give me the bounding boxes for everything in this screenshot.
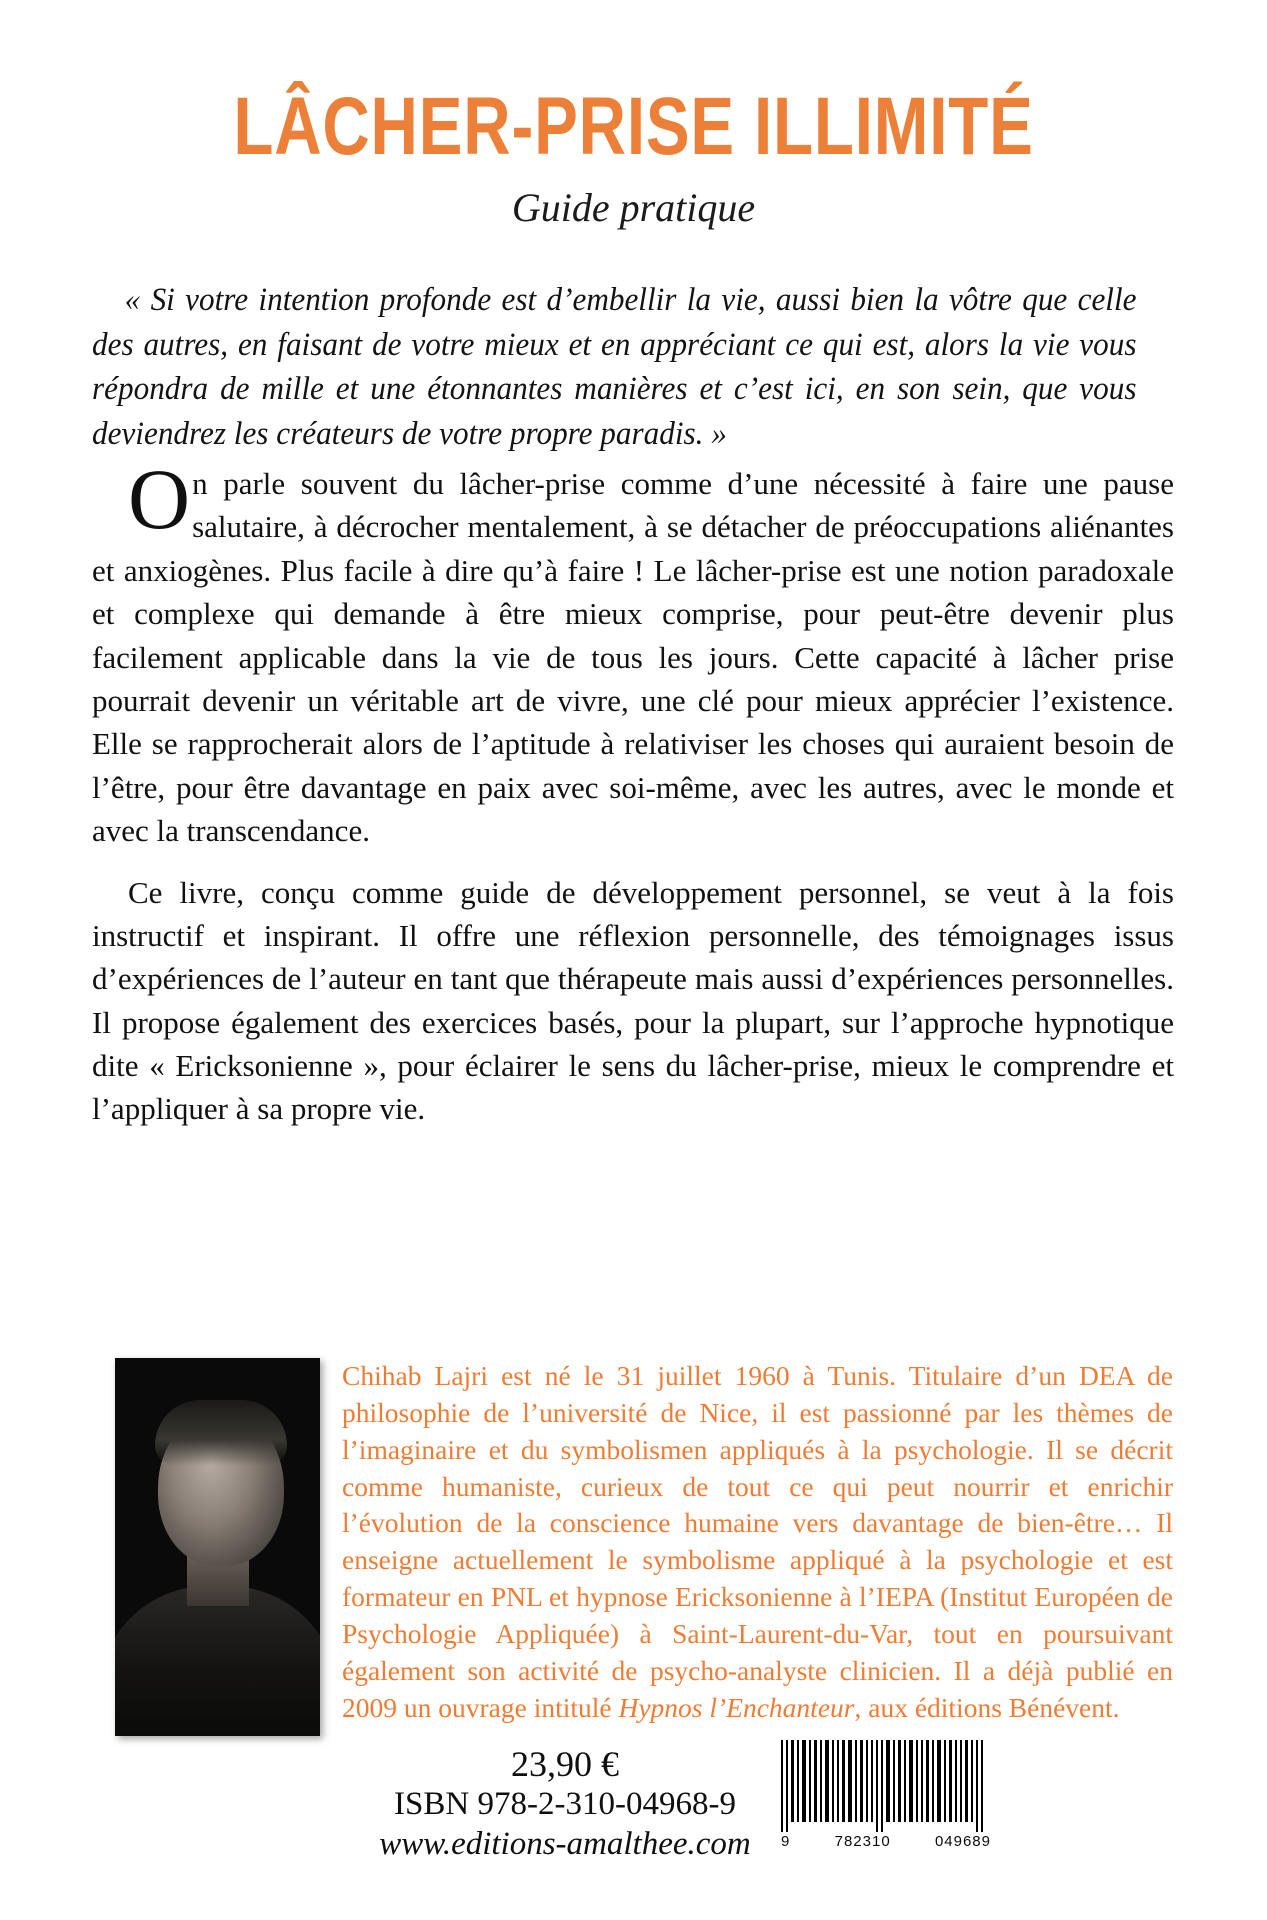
body-paragraph-1-text: n parle souvent du lâcher-prise comme d’une nécessité à faire une pause salutaire, à décrocher mentalement, à se détacher de préoccupations aliénantes et anxiogènes. Plus facile à dire qu’à faire ! Le lâcher-prise est une notion paradoxale et complexe qui demande à être mieux comprise, pour peut-être devenir plus facilement applicable dans la vie de tous les jours. Cette capacité à lâcher prise pourrait devenir un véritable art de vivre, une clé pour mieux apprécier l’existence. Elle se rapprocherait alors de l’aptitude à relativiser les choses qui auraient besoin de l’être, pour être davantage en paix avec soi-même, avec les autres, avec le monde et avec la transcendance. xyxy=(92,466,1174,849)
epigraph-quote xyxy=(92,278,1136,456)
publisher-website[interactable]: www.editions-amalthee.com xyxy=(379,1825,751,1862)
page-subtitle: Guide pratique xyxy=(511,184,756,230)
isbn-label: ISBN 978-2-310-04968-9 xyxy=(394,1786,736,1823)
author-bio-book-title: Hypnos l’Enchanteur xyxy=(618,1691,855,1723)
price-label: 23,90 € xyxy=(511,1744,619,1784)
author-section xyxy=(115,1358,1173,1736)
author-bio-part-1: Chihab Lajri est né le 31 juillet 1960 à Tunis. Titulaire d’un DEA de philosophie de l’université de Nice, il est passionné par les thèmes de l’imaginaire et du symbolismen appliqués à la psychologie. Il se décrit comme humaniste, curieux de tout ce qui peut nourrir et enrichir l’évolution de la conscience humaine vers davantage de bien-être… Il enseigne actuellement le symbolisme appliqué à la psychologie et est formateur en PNL et hypnose Ericksonienne à l’IEPA (Institut Européen de Psychologie Appliquée) à Saint-Laurent-du-Var, tout en poursuivant également son activité de psycho-analyste clinicien. Il a déjà publié en 2009 un ouvrage intitulé xyxy=(342,1360,1173,1723)
barcode-digits xyxy=(779,1833,993,1850)
title-block xyxy=(0,81,1267,231)
author-portrait-photo xyxy=(115,1358,320,1736)
page-title: LÂCHER-PRISE ILLIMITÉ xyxy=(233,81,1034,172)
portrait-shoulders xyxy=(115,1586,320,1736)
barcode-digit-group-3: 049689 xyxy=(934,1833,991,1850)
portrait-hair xyxy=(155,1400,287,1466)
footer-text-block xyxy=(370,1744,760,1865)
paragraph-spacer xyxy=(92,857,1174,871)
body-paragraph-2 xyxy=(92,871,1174,1131)
barcode xyxy=(779,1740,993,1850)
author-bio-part-2: , aux éditions Bénévent. xyxy=(854,1691,1120,1723)
body-paragraph-2-text: Ce livre, conçu comme guide de développement personnel, se veut à la fois instructif et inspirant. Il offre une réflexion personnelle, des témoignages issus d’expériences de l’auteur en tant que thérapeute mais aussi d’expériences personnelles. Il propose également des exercices basés, pour la plupart, sur l’approche hypnotique dite « Ericksonienne », pour éclairer le sens du lâcher-prise, mieux le comprendre et l’appliquer à sa propre vie. xyxy=(92,874,1174,1127)
barcode-bars-icon xyxy=(779,1740,993,1832)
barcode-digit-group-2: 782310 xyxy=(834,1833,891,1850)
body-copy xyxy=(92,451,1174,1135)
body-paragraph-1 xyxy=(92,451,1174,853)
epigraph-text: « Si votre intention profonde est d’embellir la vie, aussi bien la vôtre que celle des autres, en faisant de votre mieux et en appréciant ce qui est, alors la vie vous répondra de mille et une étonnantes manières et c’est ici, en son sein, que vous deviendrez les créateurs de votre propre paradis. » xyxy=(92,282,1137,452)
author-biography xyxy=(342,1358,1173,1726)
drop-cap: O xyxy=(128,451,191,547)
barcode-digit-group-1: 9 xyxy=(781,1833,791,1850)
footer xyxy=(0,1744,1267,1874)
